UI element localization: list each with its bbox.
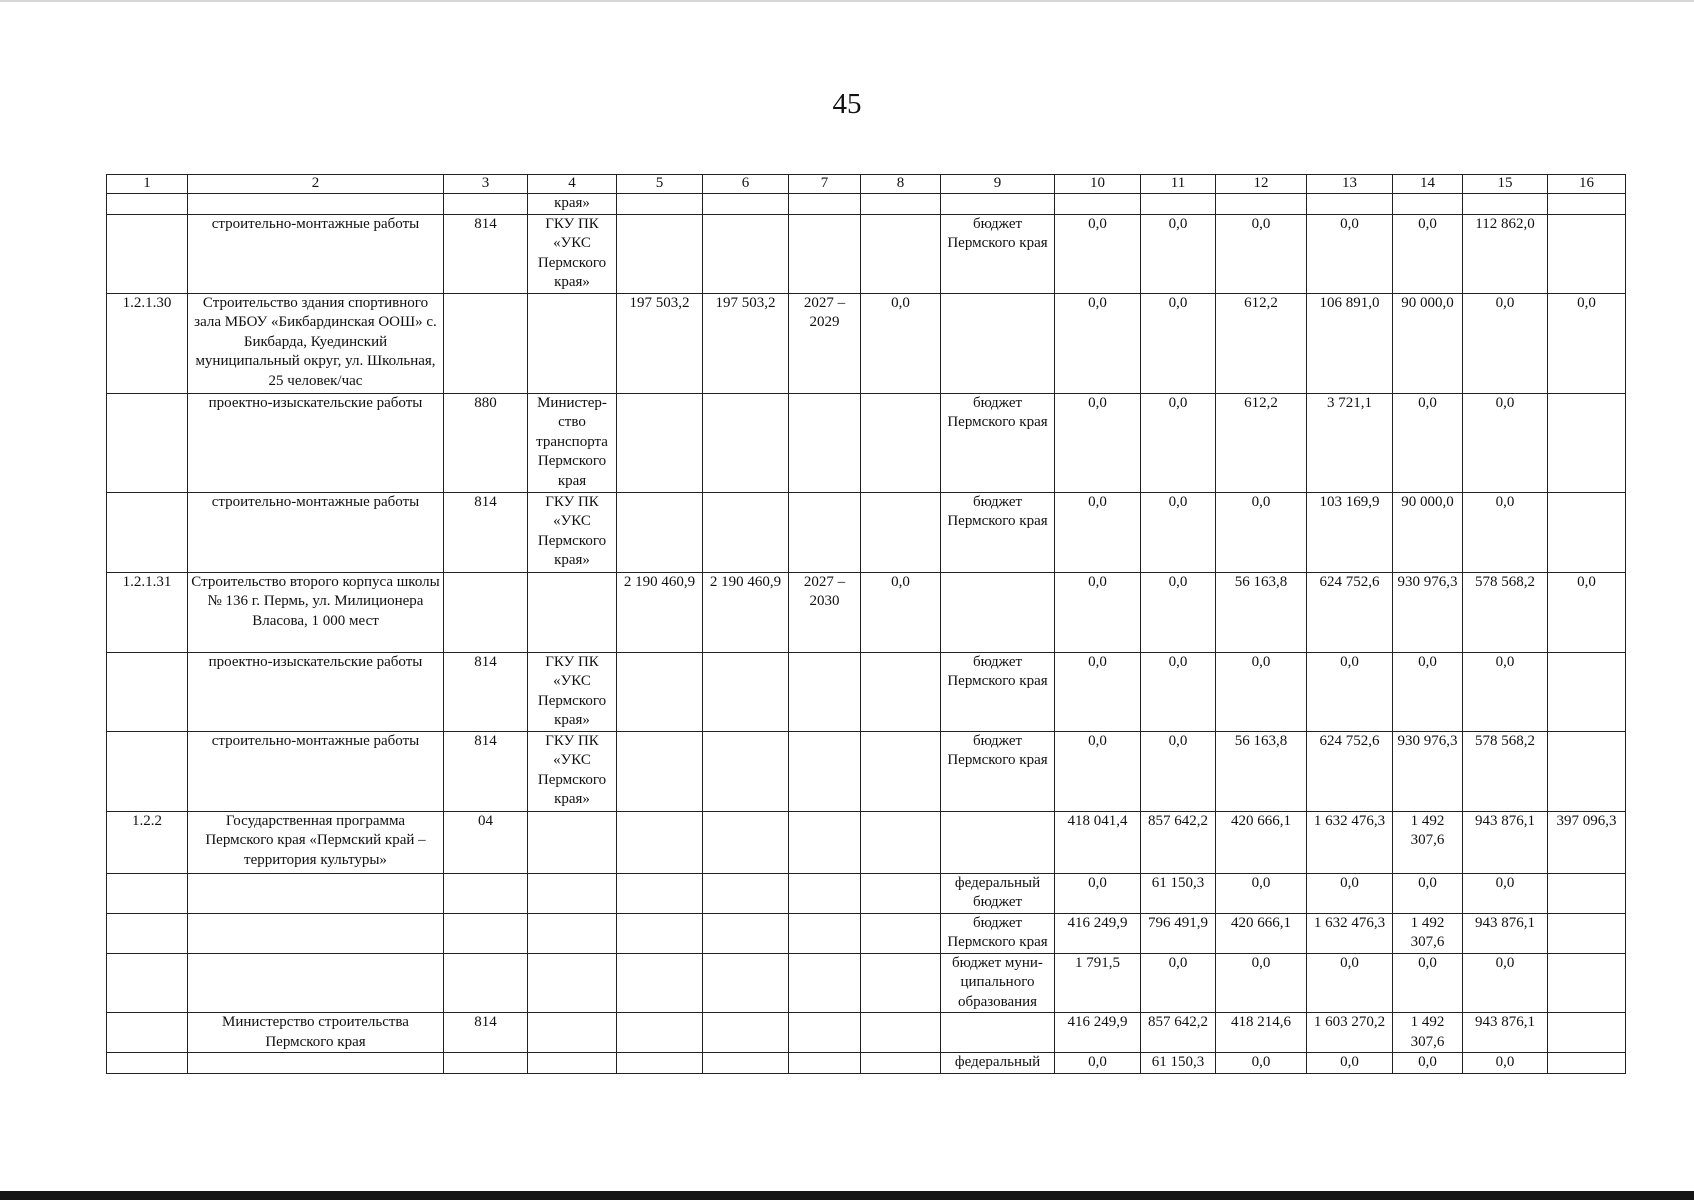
table-cell: Строительство здания спортивного зала МБОУ «Бикбардинская ООШ» с. Бикбарда, Куединский муниципальный округ, ул. Школьная, 25 человек/час	[188, 293, 444, 393]
table-cell: 0,0	[1307, 652, 1393, 731]
table-cell	[1055, 194, 1141, 215]
table-cell	[444, 293, 528, 393]
table-cell	[1548, 492, 1626, 572]
table-cell	[444, 873, 528, 913]
table-row	[107, 811, 1626, 873]
table-row	[107, 1013, 1626, 1053]
table-cell	[617, 194, 703, 215]
table-cell	[941, 1013, 1055, 1053]
table-cell	[107, 873, 188, 913]
table-cell	[789, 731, 861, 811]
table-cell	[1548, 652, 1626, 731]
header-cell: 9	[941, 175, 1055, 194]
table-cell	[703, 492, 789, 572]
header-cell: 8	[861, 175, 941, 194]
table-cell: 1 632 476,3	[1307, 913, 1393, 953]
table-cell: 197 503,2	[617, 293, 703, 393]
table-cell: Министерство строительства Пермского края	[188, 1013, 444, 1053]
table-cell: 2 190 460,9	[617, 572, 703, 652]
table-cell: 0,0	[1141, 492, 1216, 572]
table-cell: 0,0	[1393, 214, 1463, 293]
table-cell	[789, 393, 861, 492]
header-cell: 14	[1393, 175, 1463, 194]
table-cell: строительно-монтажные работы	[188, 492, 444, 572]
table-cell	[444, 913, 528, 953]
table-cell: 1.2.1.31	[107, 572, 188, 652]
header-cell: 16	[1548, 175, 1626, 194]
table-cell: 1 492 307,6	[1393, 1013, 1463, 1053]
header-cell: 10	[1055, 175, 1141, 194]
table-cell: бюджет Пермского края	[941, 393, 1055, 492]
table-cell	[1548, 194, 1626, 215]
table-cell: 0,0	[1216, 1053, 1307, 1074]
table-row	[107, 1053, 1626, 1074]
table-cell	[1548, 873, 1626, 913]
table-cell	[528, 293, 617, 393]
table-cell: 0,0	[1463, 293, 1548, 393]
table-cell: 416 249,9	[1055, 913, 1141, 953]
table-cell: 1 632 476,3	[1307, 811, 1393, 873]
table-cell	[617, 953, 703, 1013]
table-cell: 0,0	[1141, 393, 1216, 492]
table-cell: края»	[528, 194, 617, 215]
table-cell	[789, 913, 861, 953]
table-cell: 0,0	[1141, 953, 1216, 1013]
table-cell: 0,0	[1548, 572, 1626, 652]
table-cell: 0,0	[1307, 953, 1393, 1013]
table-cell: 112 862,0	[1463, 214, 1548, 293]
table-cell	[861, 652, 941, 731]
table-cell: 0,0	[1055, 393, 1141, 492]
table-cell	[1548, 913, 1626, 953]
table-cell: 0,0	[1141, 293, 1216, 393]
table-cell: ГКУ ПК «УКС Пермского края»	[528, 492, 617, 572]
table-cell: 0,0	[1463, 393, 1548, 492]
table-cell	[617, 811, 703, 873]
table-cell: Министер-ство транспорта Пермского края	[528, 393, 617, 492]
table-cell: 578 568,2	[1463, 731, 1548, 811]
table-cell: 612,2	[1216, 393, 1307, 492]
table-cell: ГКУ ПК «УКС Пермского края»	[528, 214, 617, 293]
table-cell	[188, 873, 444, 913]
table-cell: 420 666,1	[1216, 811, 1307, 873]
header-cell: 3	[444, 175, 528, 194]
table-row	[107, 393, 1626, 492]
table-cell: 0,0	[1463, 652, 1548, 731]
table-cell	[528, 913, 617, 953]
table-cell	[617, 652, 703, 731]
table-cell: 0,0	[1463, 873, 1548, 913]
budget-table	[106, 174, 1626, 1074]
header-cell: 1	[107, 175, 188, 194]
table-cell	[107, 953, 188, 1013]
table-cell: 0,0	[1055, 492, 1141, 572]
table-cell: ГКУ ПК «УКС Пермского края»	[528, 731, 617, 811]
header-cell: 11	[1141, 175, 1216, 194]
table-cell	[444, 194, 528, 215]
table-row	[107, 572, 1626, 652]
table-cell: 56 163,8	[1216, 731, 1307, 811]
table-cell: 418 214,6	[1216, 1013, 1307, 1053]
table-cell: бюджет Пермского края	[941, 652, 1055, 731]
table-cell	[861, 731, 941, 811]
table-cell	[1216, 194, 1307, 215]
table-cell	[617, 1013, 703, 1053]
table-cell	[789, 1013, 861, 1053]
table-cell: 106 891,0	[1307, 293, 1393, 393]
table-cell	[107, 1053, 188, 1074]
table-cell: 0,0	[1055, 731, 1141, 811]
table-cell: 1 791,5	[1055, 953, 1141, 1013]
table-cell: 0,0	[861, 572, 941, 652]
table-cell: 612,2	[1216, 293, 1307, 393]
table-cell	[703, 913, 789, 953]
table-cell	[528, 572, 617, 652]
table-row	[107, 492, 1626, 572]
table-cell: 857 642,2	[1141, 1013, 1216, 1053]
table-cell: 0,0	[1393, 393, 1463, 492]
table-cell: 880	[444, 393, 528, 492]
table-cell	[861, 1053, 941, 1074]
header-cell: 12	[1216, 175, 1307, 194]
table-cell	[941, 194, 1055, 215]
table-cell: 0,0	[1055, 572, 1141, 652]
table-cell	[861, 913, 941, 953]
table-cell: 420 666,1	[1216, 913, 1307, 953]
table-cell	[1548, 214, 1626, 293]
table-cell	[1393, 194, 1463, 215]
table-cell: 0,0	[1463, 492, 1548, 572]
table-cell	[861, 194, 941, 215]
table-cell	[188, 194, 444, 215]
table-cell: 814	[444, 214, 528, 293]
table-cell	[703, 873, 789, 913]
table-cell	[703, 1053, 789, 1074]
table-cell	[617, 913, 703, 953]
table-cell: 1 603 270,2	[1307, 1013, 1393, 1053]
table-cell	[703, 1013, 789, 1053]
table-cell: 0,0	[1393, 873, 1463, 913]
table-cell: Строительство второго корпуса школы № 136 г. Пермь, ул. Милиционера Власова, 1 000 мест	[188, 572, 444, 652]
table-cell: бюджет Пермского края	[941, 492, 1055, 572]
table-cell: 943 876,1	[1463, 913, 1548, 953]
table-cell: 1.2.1.30	[107, 293, 188, 393]
table-cell: 2027 – 2029	[789, 293, 861, 393]
header-cell: 15	[1463, 175, 1548, 194]
table-header-row	[107, 175, 1626, 194]
header-cell: 4	[528, 175, 617, 194]
table-row	[107, 873, 1626, 913]
table-cell: 624 752,6	[1307, 572, 1393, 652]
table-cell: 416 249,9	[1055, 1013, 1141, 1053]
table-cell: 0,0	[1055, 293, 1141, 393]
table-cell	[789, 652, 861, 731]
table-cell: 0,0	[1393, 652, 1463, 731]
table-row	[107, 214, 1626, 293]
table-row	[107, 731, 1626, 811]
table-cell	[107, 731, 188, 811]
table-cell: 0,0	[1055, 873, 1141, 913]
table-cell: 0,0	[1307, 214, 1393, 293]
table-cell	[188, 953, 444, 1013]
table-cell: бюджет Пермского края	[941, 731, 1055, 811]
table-cell: Государственная программа Пермского края «Пермский край – территория культуры»	[188, 811, 444, 873]
header-cell: 7	[789, 175, 861, 194]
table-cell	[789, 873, 861, 913]
table-cell: бюджет муни-ципального образования	[941, 953, 1055, 1013]
table-cell	[444, 572, 528, 652]
table-cell	[789, 214, 861, 293]
table-cell	[703, 811, 789, 873]
table-cell	[444, 953, 528, 1013]
table-cell: 0,0	[1141, 572, 1216, 652]
table-cell: 418 041,4	[1055, 811, 1141, 873]
table-cell: 943 876,1	[1463, 1013, 1548, 1053]
table-row	[107, 652, 1626, 731]
table-cell: 0,0	[1216, 214, 1307, 293]
table-cell: 0,0	[1141, 652, 1216, 731]
header-cell: 6	[703, 175, 789, 194]
table-cell: 930 976,3	[1393, 731, 1463, 811]
table-cell	[617, 731, 703, 811]
table-cell: проектно-изыскательские работы	[188, 652, 444, 731]
table-cell	[1141, 194, 1216, 215]
table-cell: 857 642,2	[1141, 811, 1216, 873]
table-cell: бюджет Пермского края	[941, 214, 1055, 293]
table-cell: 814	[444, 731, 528, 811]
table-cell	[617, 492, 703, 572]
table-row	[107, 194, 1626, 215]
table-cell	[617, 214, 703, 293]
table-cell: 61 150,3	[1141, 1053, 1216, 1074]
table-cell: 56 163,8	[1216, 572, 1307, 652]
table-cell	[861, 492, 941, 572]
table-cell	[861, 811, 941, 873]
table-cell	[861, 214, 941, 293]
table-cell	[861, 953, 941, 1013]
table-cell: 930 976,3	[1393, 572, 1463, 652]
table-cell: 0,0	[1307, 1053, 1393, 1074]
table-cell: 0,0	[1055, 652, 1141, 731]
header-cell: 2	[188, 175, 444, 194]
table-cell: 61 150,3	[1141, 873, 1216, 913]
table-cell: 943 876,1	[1463, 811, 1548, 873]
table-cell: 2027 – 2030	[789, 572, 861, 652]
table-cell: 1 492 307,6	[1393, 811, 1463, 873]
table-cell	[941, 293, 1055, 393]
table-cell	[617, 393, 703, 492]
table-cell	[1548, 393, 1626, 492]
table-cell: 0,0	[1055, 214, 1141, 293]
table-cell: 0,0	[1216, 492, 1307, 572]
table-cell: 0,0	[1216, 652, 1307, 731]
table-cell: 2 190 460,9	[703, 572, 789, 652]
table-cell	[941, 572, 1055, 652]
table-cell	[789, 194, 861, 215]
bottom-scan-edge	[0, 1191, 1694, 1200]
table-cell	[528, 953, 617, 1013]
table-cell: 197 503,2	[703, 293, 789, 393]
table-row	[107, 953, 1626, 1013]
table-cell: 0,0	[1463, 1053, 1548, 1074]
table-cell: 578 568,2	[1463, 572, 1548, 652]
table-cell	[861, 1013, 941, 1053]
table-cell: 103 169,9	[1307, 492, 1393, 572]
table-cell	[861, 393, 941, 492]
table-cell	[941, 811, 1055, 873]
table-cell: 1.2.2	[107, 811, 188, 873]
table-cell	[789, 492, 861, 572]
table-body	[107, 175, 1626, 1074]
table-cell	[528, 873, 617, 913]
table-cell: строительно-монтажные работы	[188, 214, 444, 293]
table-cell: 0,0	[861, 293, 941, 393]
table-cell: 624 752,6	[1307, 731, 1393, 811]
table-cell	[1548, 953, 1626, 1013]
table-cell: 90 000,0	[1393, 492, 1463, 572]
table-cell	[1548, 1053, 1626, 1074]
table-cell	[789, 811, 861, 873]
table-cell	[107, 194, 188, 215]
table-cell	[528, 811, 617, 873]
table-cell: 814	[444, 492, 528, 572]
table-cell	[789, 953, 861, 1013]
header-cell: 13	[1307, 175, 1393, 194]
table-cell	[1548, 731, 1626, 811]
table-cell: 90 000,0	[1393, 293, 1463, 393]
table-cell: 0,0	[1216, 873, 1307, 913]
table-cell	[107, 214, 188, 293]
table-cell	[107, 492, 188, 572]
table-cell	[861, 873, 941, 913]
table-cell: строительно-монтажные работы	[188, 731, 444, 811]
table-cell	[528, 1013, 617, 1053]
table-cell: 814	[444, 652, 528, 731]
table-cell	[444, 1053, 528, 1074]
table-cell: 0,0	[1393, 1053, 1463, 1074]
table-cell	[107, 1013, 188, 1053]
table-cell	[703, 214, 789, 293]
table-cell	[1463, 194, 1548, 215]
table-cell	[703, 393, 789, 492]
table-cell	[188, 1053, 444, 1074]
table-cell	[188, 913, 444, 953]
table-cell: федеральный	[941, 1053, 1055, 1074]
table-cell: ГКУ ПК «УКС Пермского края»	[528, 652, 617, 731]
table-cell	[703, 652, 789, 731]
table-cell	[528, 1053, 617, 1074]
table-cell	[703, 731, 789, 811]
table-cell	[107, 652, 188, 731]
table-row	[107, 293, 1626, 393]
table-cell	[789, 1053, 861, 1074]
table-cell: 0,0	[1307, 873, 1393, 913]
table-cell: 796 491,9	[1141, 913, 1216, 953]
table-cell	[617, 1053, 703, 1074]
table-cell: 814	[444, 1013, 528, 1053]
header-cell: 5	[617, 175, 703, 194]
table-cell	[107, 913, 188, 953]
table-cell: бюджет Пермского края	[941, 913, 1055, 953]
table-cell: федеральный бюджет	[941, 873, 1055, 913]
table-cell: 0,0	[1141, 731, 1216, 811]
table-row	[107, 913, 1626, 953]
table-cell	[1548, 1013, 1626, 1053]
table-cell: 0,0	[1548, 293, 1626, 393]
table-cell: 0,0	[1141, 214, 1216, 293]
table-cell: 3 721,1	[1307, 393, 1393, 492]
table-cell: 0,0	[1463, 953, 1548, 1013]
top-scan-edge	[0, 0, 1694, 2]
table-cell: 0,0	[1055, 1053, 1141, 1074]
table-cell	[1307, 194, 1393, 215]
table-cell	[107, 393, 188, 492]
table-cell: 0,0	[1216, 953, 1307, 1013]
table-cell: 1 492 307,6	[1393, 913, 1463, 953]
table-cell: 397 096,3	[1548, 811, 1626, 873]
table-cell: 0,0	[1393, 953, 1463, 1013]
table-cell: 04	[444, 811, 528, 873]
page-number: 45	[832, 88, 862, 120]
table-cell	[617, 873, 703, 913]
table-cell: проектно-изыскательские работы	[188, 393, 444, 492]
table-cell	[703, 953, 789, 1013]
table-cell	[703, 194, 789, 215]
